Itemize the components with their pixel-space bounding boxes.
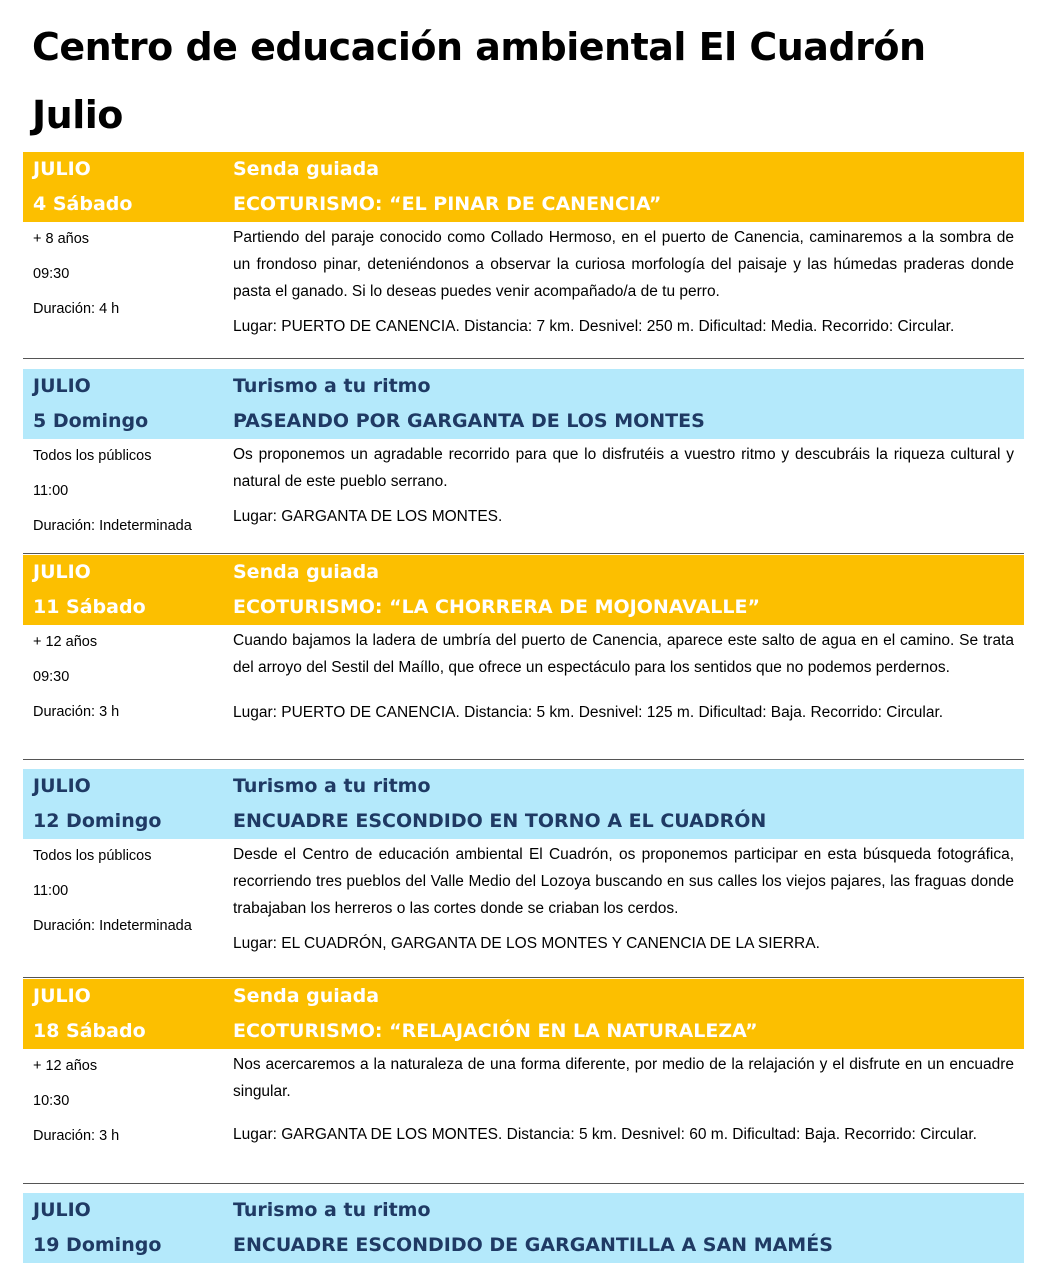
event-audience: + 8 años (33, 231, 90, 247)
event-time: 10:30 (33, 1093, 70, 1109)
event-title: ECOTURISMO: “LA CHORRERA DE MOJONAVALLE” (233, 596, 760, 618)
event-title: ECOTURISMO: “EL PINAR DE CANENCIA” (233, 193, 662, 215)
event-description: Desde el Centro de educación ambiental El Cuadrón, os proponemos participar en esta búsqueda fotográfica, recorriendo tres pueblos del Valle Medio del Lozoya buscando en sus calles los viejos pajares, las fraguas donde trabajaban los herreros o las cortes donde se criaban los cerdos. (233, 846, 1014, 917)
event-title: ECOTURISMO: “RELAJACIÓN EN LA NATURALEZA” (233, 1020, 758, 1042)
event-duration: Duración: 4 h (33, 301, 120, 317)
event-month: JULIO (33, 985, 91, 1007)
event-description: Partiendo del paraje conocido como Collado Hermoso, en el puerto de Canencia, caminaremos a la sombra de un frondoso pinar, deteniéndonos a observar la curiosa morfología del paisaje y las húmedas praderas donde pasta el ganado. Si lo deseas puedes venir acompañado/a de tu perro. (233, 229, 1014, 300)
event-type: Senda guiada (233, 561, 380, 583)
event-time: 09:30 (33, 266, 70, 282)
document-subtitle: Julio (32, 93, 123, 137)
event-time: 11:00 (33, 883, 69, 899)
event-location: Lugar: PUERTO DE CANENCIA. Distancia: 5 km. Desnivel: 125 m. Dificultad: Baja. Recorrido: Circular. (233, 704, 944, 721)
event-details (23, 222, 1024, 359)
document-title: Centro de educación ambiental El Cuadrón (32, 25, 926, 69)
event-title: ENCUADRE ESCONDIDO EN TORNO A EL CUADRÓN (233, 810, 767, 832)
event-description: Cuando bajamos la ladera de umbría del puerto de Canencia, aparece este salto de agua en el camino. Se trata del arroyo del Sestil del Maíllo, que ofrece un espectáculo para los sentidos que no podemos perdernos. (233, 632, 1014, 676)
event-day: 12 Domingo (33, 810, 162, 832)
event-description: Os proponemos un agradable recorrido para que lo disfrutéis a vuestro ritmo y descubráis la riqueza cultural y natural de este pueblo serrano. (233, 446, 1014, 490)
event-header (23, 152, 1024, 222)
event-location: Lugar: GARGANTA DE LOS MONTES. Distancia: 5 km. Desnivel: 60 m. Dificultad: Baja. Recorrido: Circular. (233, 1126, 977, 1143)
event-month: JULIO (33, 1199, 91, 1221)
event-type: Turismo a tu ritmo (233, 375, 431, 397)
event-audience: Todos los públicos (33, 848, 152, 864)
event-details (23, 625, 1024, 760)
event-header (23, 769, 1024, 839)
event-day: 5 Domingo (33, 410, 149, 432)
event-day: 4 Sábado (33, 193, 133, 215)
event-type: Turismo a tu ritmo (233, 1199, 431, 1221)
event-title: PASEANDO POR GARGANTA DE LOS MONTES (233, 410, 705, 432)
event-month: JULIO (33, 775, 91, 797)
event-audience: Todos los públicos (33, 448, 152, 464)
event-type: Senda guiada (233, 158, 380, 180)
event-title: ENCUADRE ESCONDIDO DE GARGANTILLA A SAN MAMÉS (233, 1234, 833, 1256)
event-time: 09:30 (33, 669, 70, 685)
event-day: 19 Domingo (33, 1234, 162, 1256)
event-duration: Duración: 3 h (33, 704, 120, 720)
event-header (23, 555, 1024, 625)
event-location: Lugar: PUERTO DE CANENCIA. Distancia: 7 km. Desnivel: 250 m. Dificultad: Media. Recorrido: Circular. (233, 318, 955, 335)
event-duration: Duración: 3 h (33, 1128, 120, 1144)
event-header (23, 979, 1024, 1049)
event-audience: + 12 años (33, 1058, 98, 1074)
event-details (23, 1049, 1024, 1184)
event-month: JULIO (33, 375, 91, 397)
event-day: 18 Sábado (33, 1020, 146, 1042)
event-header (23, 369, 1024, 439)
event-audience: + 12 años (33, 634, 98, 650)
event-location: Lugar: EL CUADRÓN, GARGANTA DE LOS MONTES Y CANENCIA DE LA SIERRA. (233, 935, 820, 952)
event-duration: Duración: Indeterminada (33, 518, 192, 534)
event-duration: Duración: Indeterminada (33, 918, 192, 934)
event-day: 11 Sábado (33, 596, 146, 618)
event-month: JULIO (33, 561, 91, 583)
event-month: JULIO (33, 158, 91, 180)
event-description: Nos acercaremos a la naturaleza de una forma diferente, por medio de la relajación y el disfrute en un encuadre singular. (233, 1056, 1014, 1100)
event-details (23, 839, 1024, 978)
event-details (23, 439, 1024, 554)
event-type: Senda guiada (233, 985, 380, 1007)
event-header (23, 1193, 1024, 1263)
event-location: Lugar: GARGANTA DE LOS MONTES. (233, 508, 503, 525)
event-time: 11:00 (33, 483, 69, 499)
event-type: Turismo a tu ritmo (233, 775, 431, 797)
